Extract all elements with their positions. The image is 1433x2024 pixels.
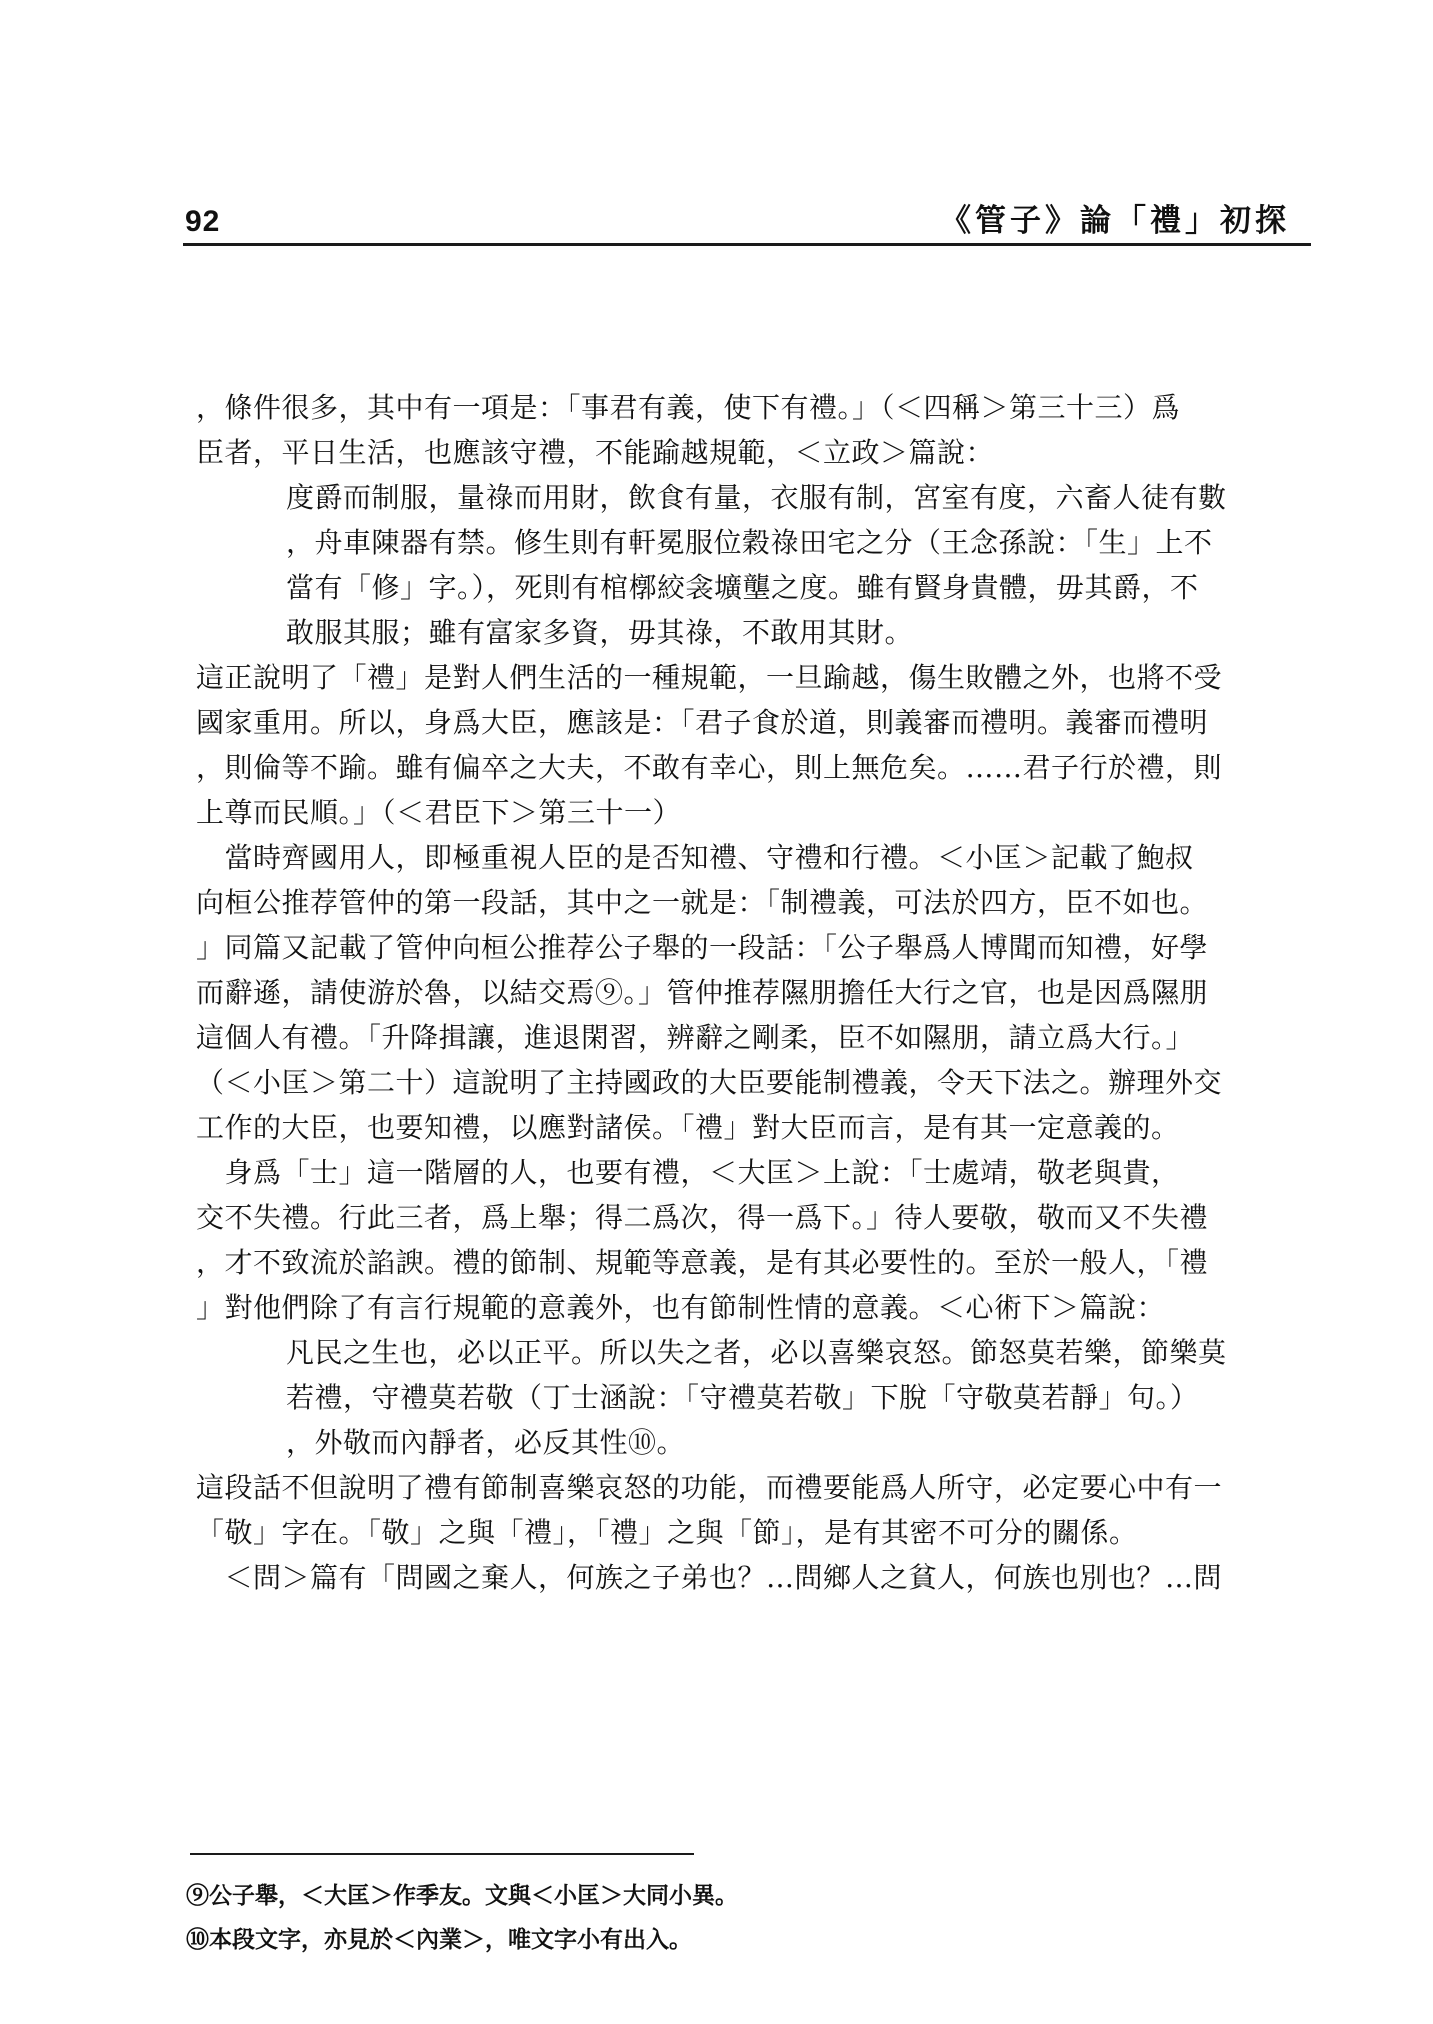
text-line: 交不失禮。行此三者，爲上舉；得二爲次，得一爲下。」待人要敬，敬而又不失禮: [196, 1201, 1209, 1234]
text-line: 向桓公推荐管仲的第一段話，其中之一就是：「制禮義，可法於四方，臣不如也。: [196, 886, 1209, 919]
block-quote-2: [196, 1330, 1268, 1465]
text-line: ，則倫等不踰。雖有偏卒之大夫，不敢有幸心，則上無危矣。……君子行於禮，則: [196, 751, 1223, 784]
page-number: 92: [185, 205, 221, 238]
quote-line: 若禮，守禮莫若敬（丁士涵說：「守禮莫若敬」下脫「守敬莫若靜」句。）: [286, 1381, 1199, 1414]
text-line: 當時齊國用人，即極重視人臣的是否知禮、守禮和行禮。＜小匡＞記載了鮑叔: [196, 841, 1194, 874]
footnotes: [186, 1874, 1286, 1962]
running-title: 《管子》論「禮」初探: [940, 203, 1290, 239]
text-line: 「敬」字在。「敬」之與「禮」，「禮」之與「節」，是有其密不可分的關係。: [196, 1516, 1138, 1549]
text-line: 」同篇又記載了管仲向桓公推荐公子舉的一段話：「公子舉爲人博聞而知禮，好學: [196, 931, 1209, 964]
header-rule: [183, 243, 1311, 246]
quote-line: ，外敬而內靜者，必反其性⑩。: [286, 1426, 686, 1459]
quote-line: ，舟車陳器有禁。修生則有軒冕服位穀祿田宅之分（王念孫說：「生」上不: [286, 526, 1213, 559]
footnote-10: ⑩本段文字，亦見於＜內業＞，唯文字小有出入。: [186, 1926, 692, 1953]
text-line: 身爲「士」這一階層的人，也要有禮，＜大匡＞上說：「士處靖，敬老與貴，: [196, 1156, 1180, 1189]
text-line: 這正說明了「禮」是對人們生活的一種規範，一旦踰越，傷生敗體之外，也將不受: [196, 661, 1223, 694]
text-line: ，條件很多，其中有一項是：「事君有義，使下有禮。」（＜四稱＞第三十三）爲: [196, 391, 1181, 424]
block-quote-1: [196, 475, 1268, 655]
footnote-rule: [190, 1853, 694, 1855]
text-line: 國家重用。所以，身爲大臣，應該是：「君子食於道，則義審而禮明。義審而禮明: [196, 706, 1209, 739]
quote-line: 敢服其服；雖有富家多資，毋其祿，不敢用其財。: [286, 616, 914, 649]
text-line: 上尊而民順。」（＜君臣下＞第三十一）: [196, 796, 682, 829]
quote-line: 凡民之生也，必以正平。所以失之者，必以喜樂哀怒。節怒莫若樂，節樂莫: [286, 1336, 1227, 1369]
text-line: 而辭遜，請使游於魯，以結交焉⑨。」管仲推荐隰朋擔任大行之官，也是因爲隰朋: [196, 976, 1209, 1009]
footnote-9: ⑨公子舉，＜大匡＞作季友。文與＜小匡＞大同小異。: [186, 1882, 738, 1909]
text-line: ，才不致流於諂諛。禮的節制、規範等意義，是有其必要性的。至於一般人，「禮: [196, 1246, 1209, 1279]
text-line: （＜小匡＞第二十）這說明了主持國政的大臣要能制禮義，令天下法之。辦理外交: [196, 1066, 1223, 1099]
text-line: 工作的大臣，也要知禮，以應對諸侯。「禮」對大臣而言，是有其一定意義的。: [196, 1111, 1180, 1144]
text-line: 這段話不但說明了禮有節制喜樂哀怒的功能，而禮要能爲人所守，必定要心中有一: [196, 1471, 1223, 1504]
body-text: [196, 385, 1268, 1600]
text-line: ＜問＞篇有「問國之棄人，何族之子弟也？…問鄉人之貧人，何族也別也？…問: [196, 1561, 1223, 1594]
text-line: 」對他們除了有言行規範的意義外，也有節制性情的意義。＜心術下＞篇說：: [196, 1291, 1166, 1324]
text-line: 這個人有禮。「升降揖讓，進退閑習，辨辭之剛柔，臣不如隰朋，請立爲大行。」: [196, 1021, 1195, 1054]
text-line: 臣者，平日生活，也應該守禮，不能踰越規範，＜立政＞篇說：: [196, 436, 995, 469]
quote-line: 當有「修」字。），死則有棺槨絞衾壙壟之度。雖有賢身貴體，毋其爵，不: [286, 571, 1199, 604]
quote-line: 度爵而制服，量祿而用財，飲食有量，衣服有制，宮室有度，六畜人徒有數: [286, 481, 1227, 514]
